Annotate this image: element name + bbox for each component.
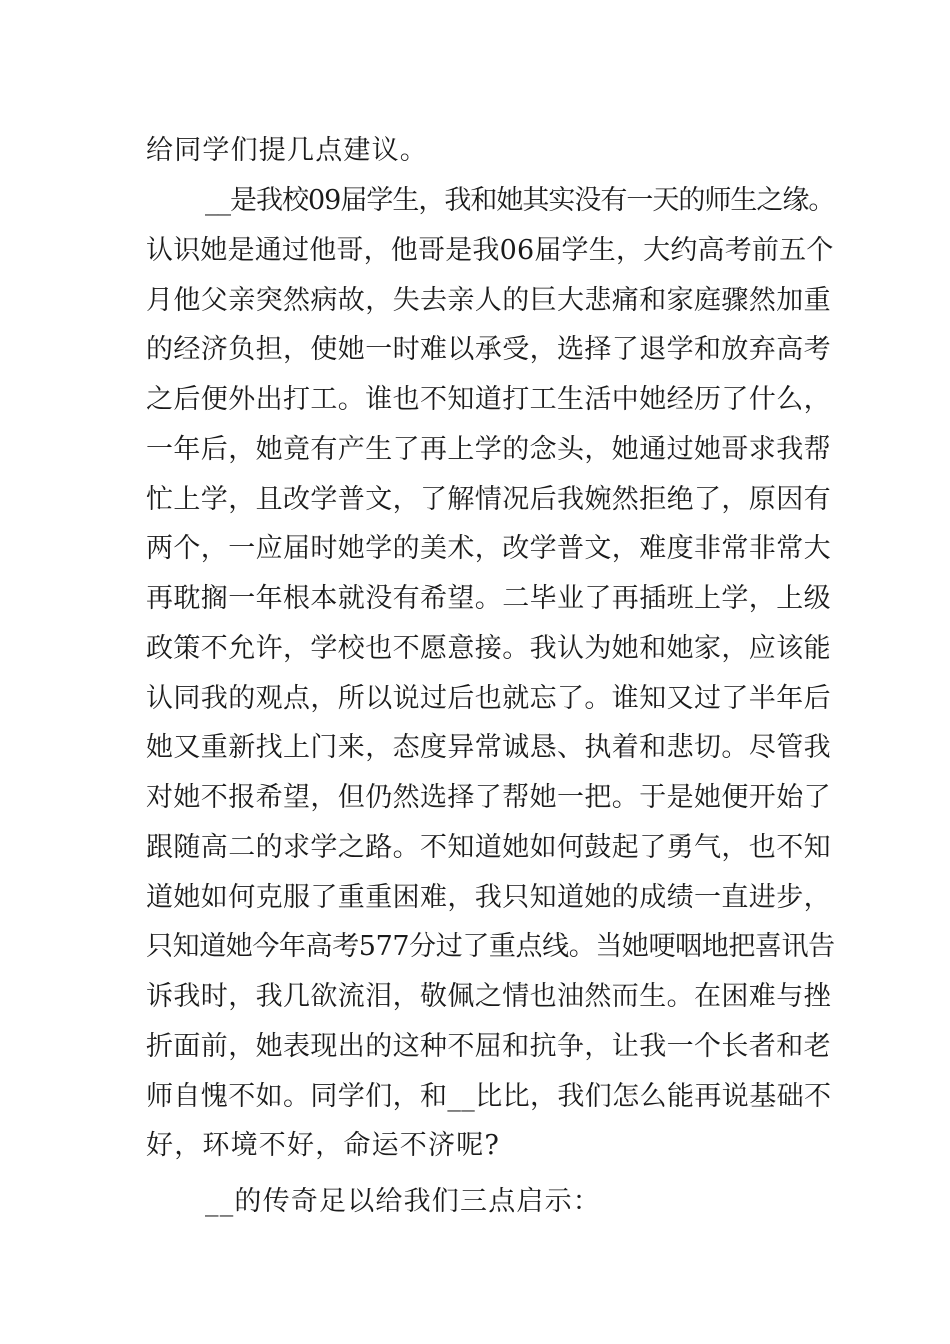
paragraph-line: 好，环境不好，命运不济呢? (146, 1130, 501, 1161)
paragraph-line: 月他父亲突然病故，失去亲人的巨大悲痛和家庭骤然加重 (146, 285, 831, 316)
paragraph-line: 道她如何克服了重重困难，我只知道她的成绩一直进步， (146, 882, 831, 913)
paragraph-line: 对她不报希望，但仍然选择了帮她一把。于是她便开始了 (146, 782, 831, 813)
paragraph-line: 一年后，她竟有产生了再上学的念头，她通过她哥求我帮 (146, 434, 831, 465)
paragraph-line: 再耽搁一年根本就没有希望。二毕业了再插班上学，上级 (146, 583, 831, 614)
paragraph-line: 认识她是通过他哥，他哥是我06届学生，大约高考前五个 (146, 235, 834, 266)
paragraph-line: 折面前，她表现出的这种不屈和抗争，让我一个长者和老 (146, 1031, 831, 1062)
paragraph-line: 跟随高二的求学之路。不知道她如何鼓起了勇气，也不知 (146, 832, 831, 863)
paragraph-line: 诉我时，我几欲流泪，敬佩之情也油然而生。在困难与挫 (146, 981, 831, 1012)
paragraph-line: 忙上学，且改学普文，了解情况后我婉然拒绝了，原因有 (146, 484, 831, 515)
paragraph-line: 给同学们提几点建议。 (146, 135, 428, 166)
paragraph-line: 两个，一应届时她学的美术，改学普文，难度非常非常大 (146, 533, 831, 564)
paragraph-line: 的经济负担，使她一时难以承受，选择了退学和放弃高考 (146, 334, 831, 365)
paragraph-line: 政策不允许，学校也不愿意接。我认为她和她家，应该能 (146, 633, 831, 664)
paragraph-line: 只知道她今年高考577分过了重点线。当她哽咽地把喜讯告 (146, 931, 835, 962)
paragraph-line: __的传奇足以给我们三点启示： (205, 1186, 601, 1217)
paragraph-line: 之后便外出打工。谁也不知道打工生活中她经历了什么， (146, 384, 831, 415)
paragraph-line: 师自愧不如。同学们，和__比比，我们怎么能再说基础不 (146, 1081, 832, 1112)
paragraph-line: 她又重新找上门来，态度异常诚恳、执着和悲切。尽管我 (146, 732, 831, 763)
paragraph-line: __是我校09届学生，我和她其实没有一天的师生之缘。 (205, 185, 835, 216)
paragraph-line: 认同我的观点，所以说过后也就忘了。谁知又过了半年后 (146, 683, 831, 714)
